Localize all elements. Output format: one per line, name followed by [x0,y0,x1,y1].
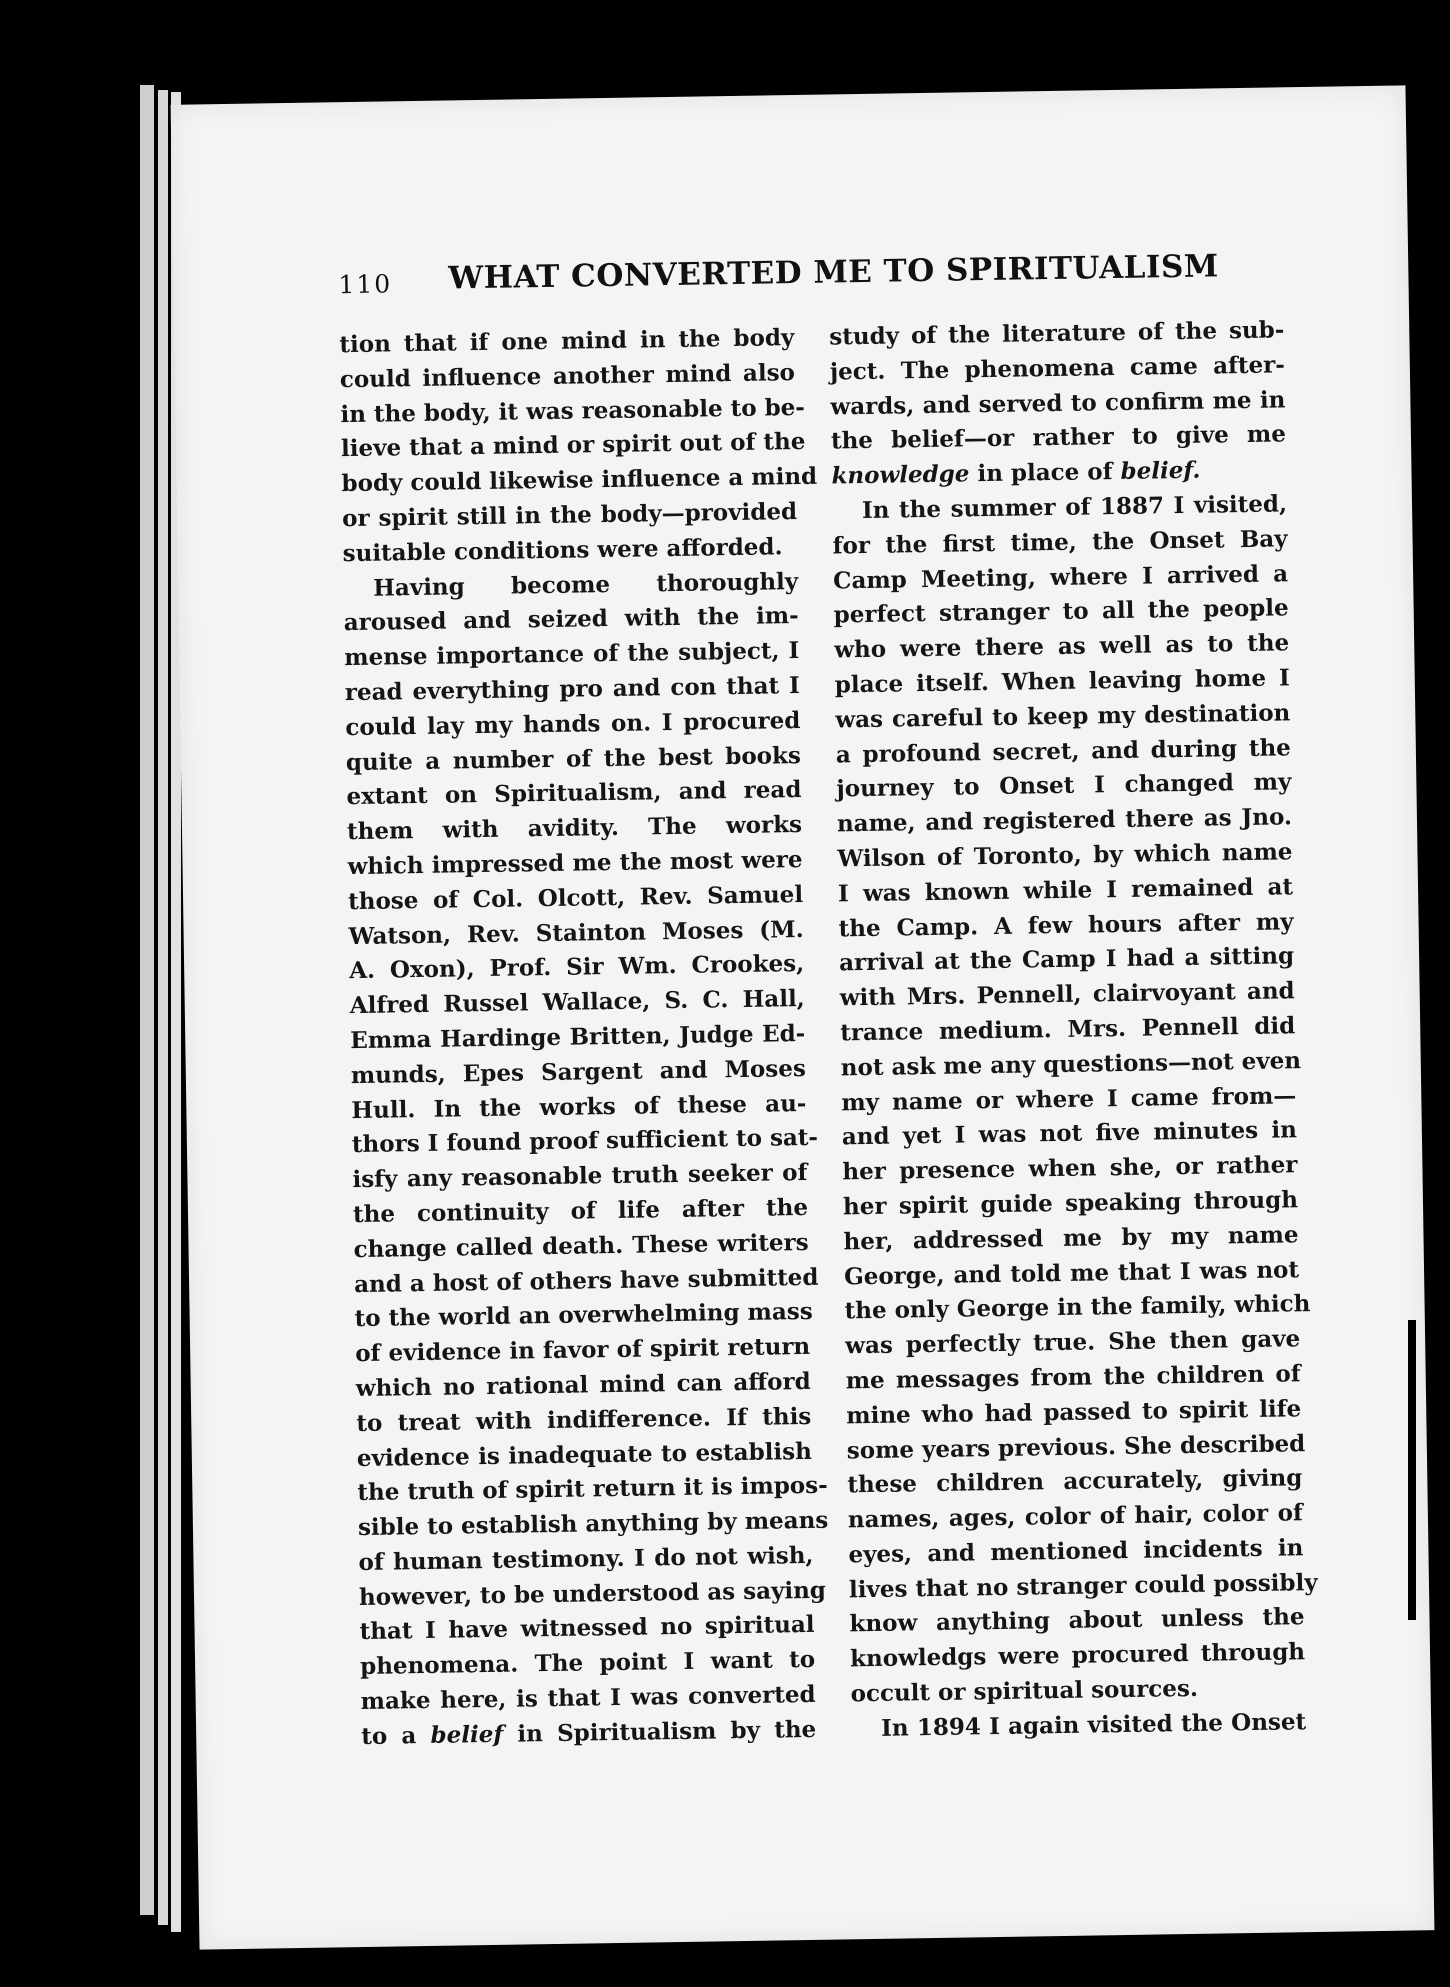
text-line: knowledgs were procured through [849,1638,1306,1673]
text-line: them with avidity. The works [346,811,803,846]
text-line: in the body, it was reasonable to be- [340,393,806,428]
text-line: suitable conditions were afforded. [342,533,783,567]
text-line: my name or where I came from— [841,1081,1297,1116]
text-line: journey to Onset I changed my [836,768,1292,803]
text-line: quite a number of the best books [345,741,802,776]
text-line: tion that if one mind in the body [339,324,795,359]
text-line: change called death. These writers [353,1228,809,1263]
text-line: know anything about unless the [849,1603,1305,1638]
text-line: occult or spiritual sources. [850,1674,1199,1708]
text-line: a profound secret, and during the [835,733,1292,769]
text-line: her, addressed me by my name [843,1220,1299,1256]
text-line: Hull. In the works of these au- [351,1089,807,1124]
text-line: evidence is inadequate to establish [356,1437,813,1472]
page-header [338,248,1239,302]
text-line: Emma Hardinge Britten, Judge Ed- [350,1019,806,1055]
text-line: name, and registered there as Jno. [836,803,1293,838]
text-line: Having become thoroughly [372,567,799,602]
text-line: the only George in the family, which [844,1290,1311,1325]
text-line: her spirit guide speaking through [842,1186,1299,1221]
text-line: the Camp. A few hours after my [838,907,1294,942]
text-segment: in place of [977,458,1113,488]
text-line: which no rational mind can afford [355,1367,811,1402]
text-line: was careful to keep my destination [835,699,1291,734]
text-line: Alfred Russel Wallace, S. C. Hall, [349,985,805,1020]
left-text-column [339,321,829,1755]
text-line: me messages from the children of [845,1360,1301,1395]
text-line: lives that no stranger could possibly [848,1568,1318,1604]
text-line: In 1894 I again visited the Onset [880,1708,1307,1742]
text-line: isfy any reasonable truth seeker of [352,1159,808,1194]
text-line: Wilson of Toronto, by which name [837,838,1293,873]
book-page [171,85,1435,1949]
text-line: trance medium. Mrs. Pennell did [840,1012,1296,1047]
text-line: In the summer of 1887 I visited, [861,490,1288,524]
text-line: which impressed me the most were [347,845,803,881]
text-line: perfect stranger to all the people [833,594,1289,629]
text-line: lieve that a mind or spirit out of the [340,428,806,463]
text-line: to treat with indifference. If this [356,1402,812,1437]
text-line: or spirit still in the body—provided [341,498,798,533]
text-line: those of Col. Olcott, Rev. Samuel [347,880,804,915]
text-line: sible to establish anything by means [357,1506,829,1542]
text-line: that I have witnessed no spiritual [359,1611,815,1646]
text-line: the truth of spirit return it is impos- [357,1471,828,1507]
text-line: the belief—or rather to give me [830,420,1287,455]
text-line: body could likewise influence a mind [341,462,818,498]
text-line: could influence another mind also [339,358,796,393]
text-line: and yet I was not five minutes in [841,1116,1298,1151]
text-line: Camp Meeting, where I arrived a [832,559,1289,595]
text-line: ject. The phenomena came after- [829,351,1286,386]
text-line: wards, and served to confirm me in [830,385,1286,421]
text-line: study of the literature of the sub- [829,316,1285,351]
scan-artifact [1408,1320,1416,1620]
text-line: eyes, and mentioned incidents in [848,1534,1304,1569]
text-line: and a host of others have submitted [353,1263,819,1298]
text-line: mine who had passed to spirit life [846,1394,1302,1430]
page-edge [158,90,168,1925]
text-line: who were there as well as to the [834,629,1290,664]
italic-text: knowledge [831,460,970,490]
text-line: these children accurately, giving [847,1464,1303,1499]
text-line: make here, is that I was converted [360,1680,816,1716]
text-line: George, and told me that I was not [843,1255,1300,1290]
text-line: her presence when she, or rather [842,1151,1298,1186]
text-line [361,1713,816,1755]
text-line: with Mrs. Pennell, clairvoyant and [839,977,1295,1012]
text-line: munds, Epes Sargent and Moses [350,1054,807,1089]
text-line: I was known while I remained at [837,873,1294,908]
page-number: 110 [338,269,393,300]
text-line: extant on Spiritualism, and read [346,776,802,811]
text-line: names, ages, color of hair, color of [847,1499,1304,1534]
text-line: thors I found proof sufficient to sat- [351,1124,819,1159]
text-line: however, to be understood as saying [358,1576,827,1611]
page-edge [140,85,154,1915]
text-line: some years previous. She described [846,1429,1306,1464]
text-line: of human testimony. I do not wish, [358,1541,814,1576]
text-segment: to a [361,1722,417,1750]
text-line: was perfectly true. She then gave [844,1325,1301,1360]
text-segment: in Spiritualism by the [517,1715,817,1748]
italic-text: belief. [1120,456,1201,486]
text-line: Watson, Rev. Stainton Moses (M. [348,915,804,950]
text-line: A. Oxon), Prof. Sir Wm. Crookes, [349,950,805,985]
text-line: of evidence in favor of spirit return [355,1333,811,1368]
scan-artifact [1412,225,1426,255]
text-line: place itself. When leaving home I [834,664,1290,699]
text-line: aroused and seized with the im- [343,602,799,637]
text-line: mense importance of the subject, I [344,637,800,672]
text-line: phenomena. The point I want to [359,1646,816,1681]
text-line: read everything pro and con that I [344,671,800,707]
text-line: to the world an overwhelming mass [354,1298,813,1333]
italic-text: belief [430,1720,504,1749]
right-text-column [829,313,1318,1747]
text-line: not ask me any questions—not even [840,1046,1302,1082]
text-line: could lay my hands on. I procured [345,706,801,741]
text-line: the continuity of life after the [352,1193,809,1229]
running-head: WHAT CONVERTED ME TO SPIRITUALISM [448,248,1219,297]
text-line: arrival at the Camp I had a sitting [838,942,1295,977]
text-line: for the first time, the Onset Bay [832,525,1288,560]
